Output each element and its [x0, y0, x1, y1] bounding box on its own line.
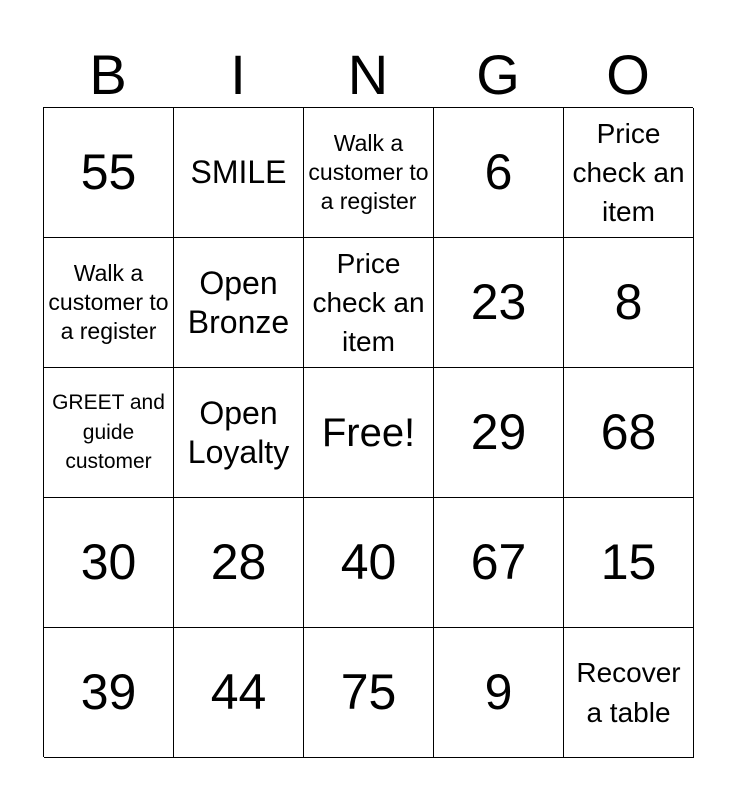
bingo-cell[interactable] [304, 628, 434, 758]
cell-label: 68 [600, 404, 657, 460]
cell-label: Open Bronze [187, 265, 290, 340]
cell-label: 28 [210, 534, 267, 590]
bingo-cell[interactable] [44, 238, 174, 368]
header-letter-g: G [476, 43, 520, 106]
bingo-cell[interactable] [304, 498, 434, 628]
bingo-cell[interactable] [174, 238, 304, 368]
bingo-cell[interactable] [174, 498, 304, 628]
bingo-cell[interactable] [434, 628, 564, 758]
cell-label: Recover a table [576, 657, 681, 728]
cell-label: 40 [340, 534, 397, 590]
header-letter-o: O [606, 43, 650, 106]
bingo-cell[interactable] [434, 238, 564, 368]
cell-label: 15 [600, 534, 657, 590]
cell-label: 6 [484, 144, 513, 200]
bingo-cell[interactable] [174, 368, 304, 498]
bingo-cell[interactable] [434, 368, 564, 498]
cell-label: Open Loyalty [187, 395, 290, 470]
free-space-cell[interactable] [304, 368, 434, 498]
bingo-cell[interactable] [44, 108, 174, 238]
cell-label: GREET and guide customer [52, 391, 165, 474]
bingo-cell[interactable] [174, 108, 304, 238]
cell-label: 23 [470, 274, 527, 330]
cell-label: 75 [340, 664, 397, 720]
cell-label: 9 [484, 664, 513, 720]
bingo-cell[interactable] [564, 238, 694, 368]
cell-label: Price check an item [312, 247, 425, 358]
cell-label: 8 [614, 274, 643, 330]
bingo-cell[interactable] [434, 498, 564, 628]
header-letter-n: N [347, 43, 389, 106]
bingo-cell[interactable] [434, 108, 564, 238]
bingo-board [43, 107, 693, 757]
bingo-cell[interactable] [44, 628, 174, 758]
bingo-cell[interactable] [304, 108, 434, 238]
cell-label: 44 [210, 664, 267, 720]
bingo-cell[interactable] [564, 368, 694, 498]
cell-label: 29 [470, 404, 527, 460]
bingo-cell[interactable] [564, 498, 694, 628]
bingo-cell[interactable] [564, 628, 694, 758]
cell-label: 30 [80, 534, 137, 590]
cell-label: 55 [80, 144, 137, 200]
cell-label: Price check an item [572, 117, 685, 228]
header-letter-b: B [89, 43, 127, 106]
cell-label: SMILE [190, 154, 287, 191]
bingo-cell[interactable] [44, 368, 174, 498]
bingo-header [43, 42, 693, 108]
bingo-cell[interactable] [44, 498, 174, 628]
bingo-cell[interactable] [174, 628, 304, 758]
cell-label: Free! [321, 410, 416, 455]
bingo-cell[interactable] [564, 108, 694, 238]
cell-label: Walk a customer to a register [308, 130, 429, 214]
cell-label: Walk a customer to a register [48, 260, 169, 344]
cell-label: 39 [80, 664, 137, 720]
bingo-cell[interactable] [304, 238, 434, 368]
cell-label: 67 [470, 534, 527, 590]
header-letter-i: I [230, 43, 246, 106]
